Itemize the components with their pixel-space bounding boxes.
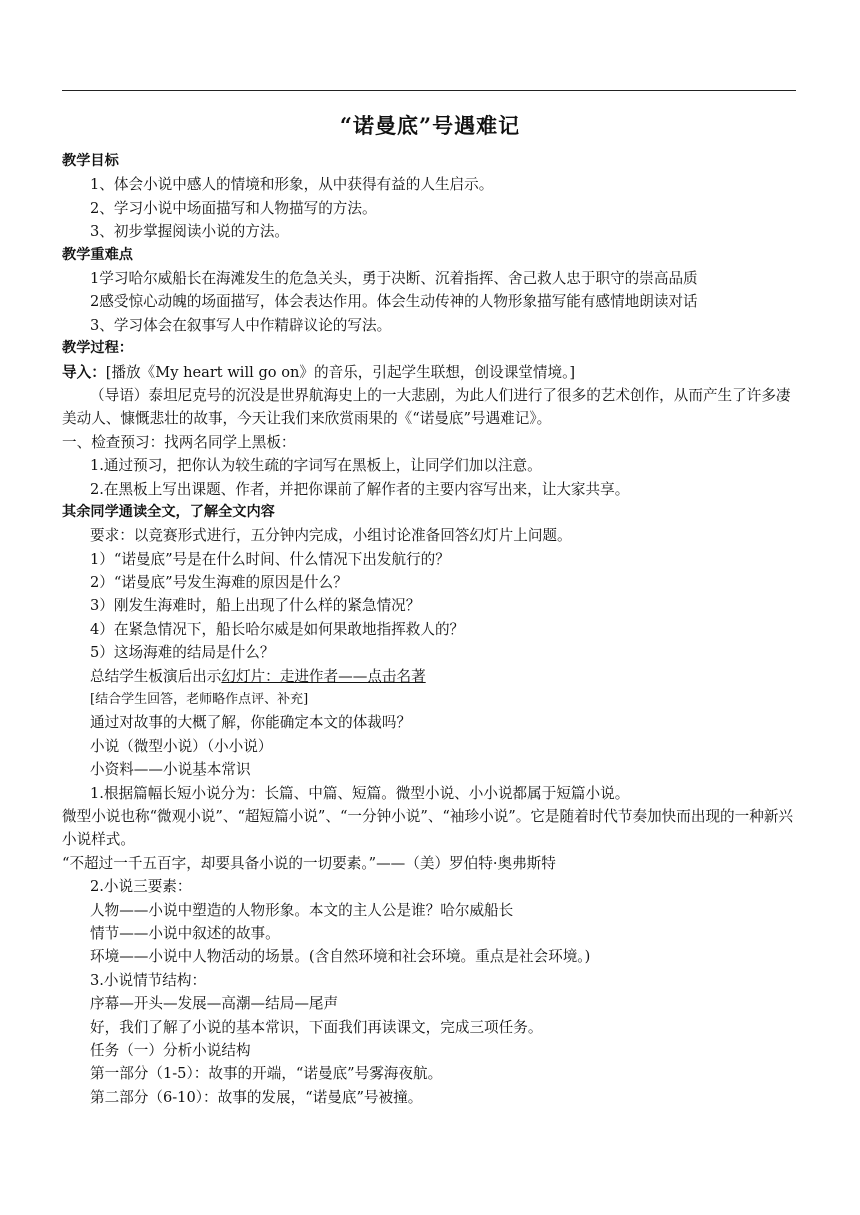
knowledge-paragraph: 微型小说也称“微观小说”、“超短篇小说”、“一分钟小说”、“袖珍小说”。它是随着时代节奏加快而出现的一种新兴小说样式。 [62, 807, 794, 849]
key-point-item: 2感受惊心动魄的场面描写，体会表达作用。体会生动传神的人物形象描写能有感情地朗读对话 [90, 293, 698, 311]
intro-text: [播放《My heart will go on》的音乐，引起学生联想，创设课堂情境。] [105, 363, 576, 381]
plot-structure-heading: 3.小说情节结构： [90, 971, 207, 989]
heading-read-through: 其余同学通读全文，了解全文内容 [62, 503, 275, 520]
transition-line: 好，我们了解了小说的基本常识，下面我们再读课文，完成三项任务。 [90, 1018, 543, 1036]
knowledge-item: 1.根据篇幅长短小说分为：长篇、中篇、短篇。微型小说、小小说都属于短篇小说。 [90, 784, 630, 802]
question-item: 4）在紧急情况下，船长哈尔威是如何果敢地指挥救人的？ [90, 620, 465, 638]
resource-heading: 小资料——小说基本常识 [90, 761, 251, 779]
element-setting: 环境——小说中人物活动的场景。(含自然环境和社会环境。重点是社会环境。) [90, 948, 591, 966]
structure-part: 第一部分（1-5）：故事的开端，“诺曼底”号雾海夜航。 [90, 1065, 443, 1083]
question-item: 5）这场海难的结局是什么？ [90, 644, 275, 662]
preview-item: 1.通过预习，把你认为较生疏的字词写在黑板上，让同学们加以注意。 [90, 457, 542, 475]
quote-line: “不超过一千五百字，却要具备小说的一切要素。”——（美）罗伯特·奥弗斯特 [62, 854, 556, 872]
summary-line [62, 665, 802, 688]
three-elements-heading: 2.小说三要素： [90, 878, 192, 896]
objective-item: 3、初步掌握阅读小说的方法。 [90, 223, 290, 241]
task-heading: 任务（一）分析小说结构 [90, 1041, 251, 1059]
intro-paragraph: （导语）泰坦尼克号的沉没是世界航海史上的一大悲剧，为此人们进行了很多的艺术创作，从而产生了许多凄美动人、慷慨悲壮的故事，今天让我们来欣赏雨果的《“诺曼底”号遇难记》。 [62, 386, 791, 428]
requirement-text: 要求：以竞赛形式进行，五分钟内完成，小组讨论准备回答幻灯片上问题。 [90, 527, 572, 545]
objective-item: 1、体会小说中感人的情境和形象，从中获得有益的人生启示。 [90, 176, 494, 194]
preview-item: 2.在黑板上写出课题、作者，并把你课前了解作者的主要内容写出来，让大家共享。 [90, 480, 630, 498]
heading-key-points: 教学重难点 [62, 246, 133, 263]
element-plot: 情节——小说中叙述的故事。 [90, 924, 280, 942]
document-title: “诺曼底”号遇难记 [339, 113, 521, 138]
header-rule [62, 90, 796, 91]
key-point-item: 1学习哈尔威船长在海滩发生的危急关头，勇于决断、沉着指挥、舍己救人忠于职守的崇高品质 [90, 269, 698, 287]
teacher-note: [结合学生回答，老师略作点评、补充] [90, 692, 309, 708]
question-item: 3）刚发生海难时，船上出现了什么样的紧急情况？ [90, 597, 421, 615]
summary-text: 总结学生板演后出示 [90, 667, 222, 685]
objective-item: 2、学习小说中场面描写和人物描写的方法。 [90, 199, 377, 217]
heading-process: 教学过程： [62, 340, 133, 357]
section-check-preview: 一、检查预习：找两名同学上黑板： [62, 433, 296, 451]
key-point-item: 3、学习体会在叙事写人中作精辟议论的写法。 [90, 316, 392, 334]
element-character: 人物——小说中塑造的人物形象。本文的主人公是谁？哈尔威船长 [90, 901, 514, 919]
heading-objectives: 教学目标 [62, 153, 119, 169]
intro-line [62, 361, 802, 384]
intro-label: 导入： [62, 363, 106, 381]
genre-question: 通过对故事的大概了解，你能确定本文的体裁吗？ [90, 714, 412, 732]
slide-link-text: 幻灯片：走进作者——点击名著 [221, 667, 426, 685]
question-item: 2）“诺曼底”号发生海难的原因是什么？ [90, 574, 348, 592]
genre-answer: 小说（微型小说）（小小说） [90, 737, 273, 755]
question-item: 1）“诺曼底”号是在什么时间、什么情况下出发航行的？ [90, 550, 450, 568]
plot-structure: 序幕—开头—发展—高潮—结局—尾声 [90, 995, 339, 1013]
document-body [62, 150, 802, 1109]
structure-part: 第二部分（6-10）：故事的发展，“诺曼底”号被撞。 [90, 1088, 423, 1106]
